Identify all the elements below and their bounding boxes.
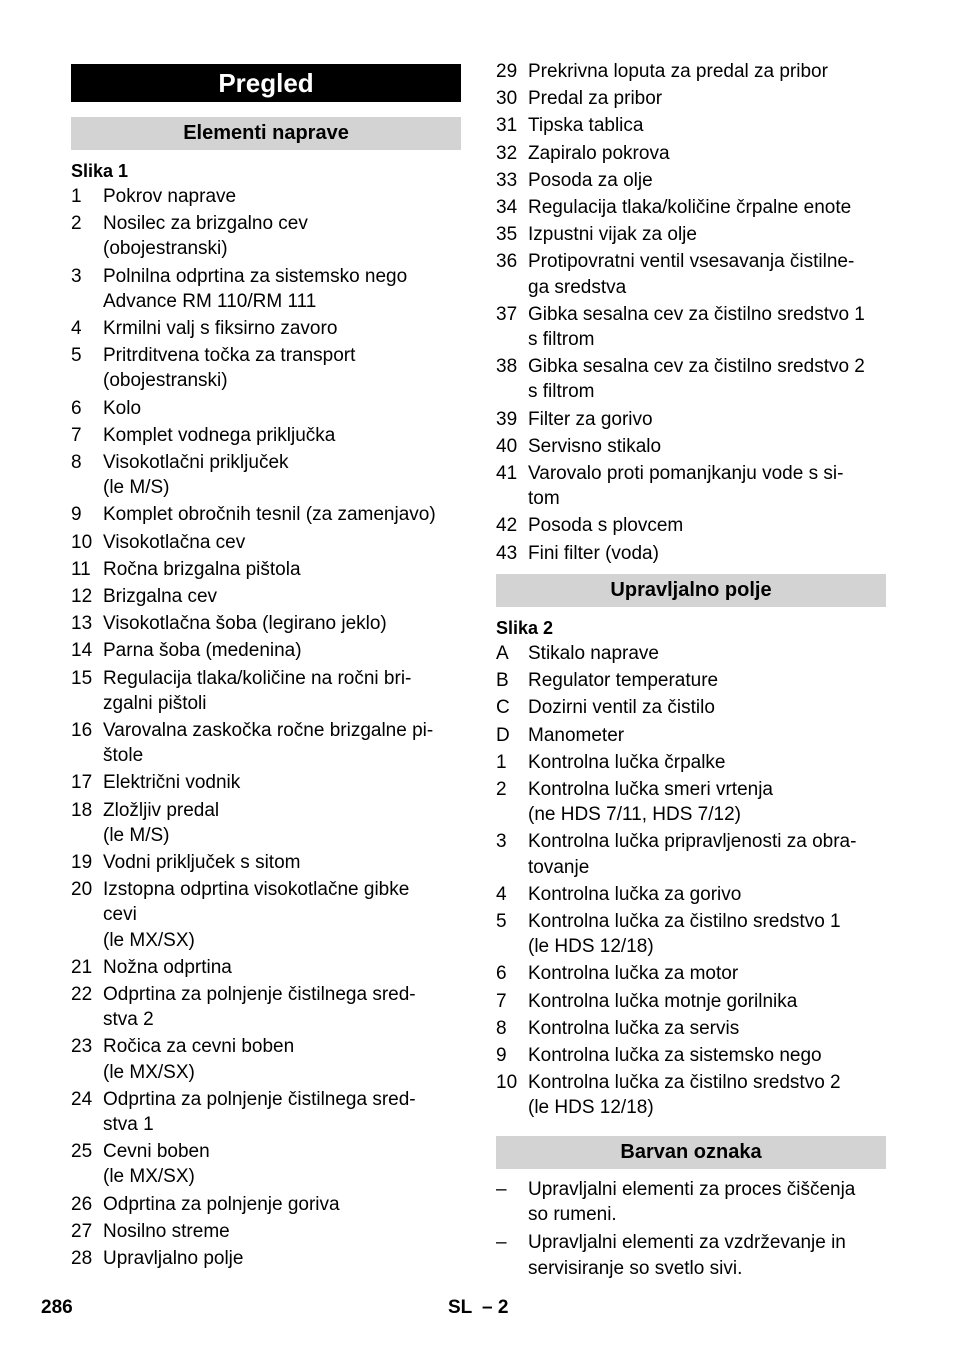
list-item-line: so rumeni. <box>528 1204 617 1226</box>
list-item-line: Varovalo proti pomanjkanju vode s si- <box>528 463 844 484</box>
list-item-number: 3 <box>496 831 507 853</box>
list-item-line: Regulacija tlaka/količine na ročni bri- <box>103 667 412 689</box>
list-item-number: 26 <box>71 1193 93 1215</box>
list-item-line: Ročica za cevni boben <box>103 1036 295 1058</box>
list-item-number: 31 <box>496 115 518 137</box>
list-item-number: 7 <box>496 990 507 1012</box>
list-item-text <box>528 750 888 775</box>
list-item-text <box>528 695 888 720</box>
list-item-line: (le M/S) <box>103 824 170 846</box>
list-item-text <box>103 530 463 555</box>
list-item-number: 4 <box>496 883 507 905</box>
list-item-line: Gibka sesalna cev za čistilno sredstvo 2 <box>528 356 865 378</box>
list-item-line: štole <box>103 745 144 767</box>
list-item-line: Ročna brizgalna pištola <box>103 558 301 580</box>
list-item-line: servisiranje so svetlo sivi. <box>528 1257 743 1279</box>
list-item-line: Odprtina za polnjenje goriva <box>103 1193 340 1215</box>
list-item-line: Nožna odprtina <box>103 956 232 978</box>
list-item-number: 10 <box>71 531 93 553</box>
list-item-line: Kontrolna lučka črpalke <box>528 751 726 773</box>
list-item-text <box>528 249 888 299</box>
list-item-line: (le MX/SX) <box>103 1061 195 1083</box>
list-item-number: 8 <box>496 1017 507 1039</box>
list-item-line: Nosilec za brizgalno cev <box>103 213 308 235</box>
list-item-text <box>528 302 888 352</box>
list-item-line: Upravljalni elementi za vzdrževanje in <box>528 1232 846 1254</box>
list-item-text <box>103 850 463 875</box>
list-item-number: 13 <box>71 613 93 635</box>
list-item-line: Stikalo naprave <box>528 643 659 664</box>
list-item-line: Pritrditvena točka za transport <box>103 345 356 367</box>
list-item-text <box>103 557 463 582</box>
list-item-text <box>103 316 463 341</box>
list-item-number: 5 <box>71 345 82 367</box>
list-item-line: (le M/S) <box>103 477 170 499</box>
list-item-number: 34 <box>496 197 518 218</box>
list-item-text <box>528 1016 888 1041</box>
list-item-text <box>528 1230 888 1280</box>
list-item-text <box>528 513 888 538</box>
list-item-text <box>103 450 463 500</box>
list-item-number: 5 <box>496 911 507 932</box>
list-item-number: 35 <box>496 224 518 246</box>
list-item-text <box>103 1139 463 1189</box>
list-item-number: 24 <box>71 1088 93 1110</box>
list-item-number: 19 <box>71 852 93 873</box>
list-item-number: 14 <box>71 640 93 662</box>
list-item-text <box>528 641 888 666</box>
list-item-line: Kontrolna lučka pripravljenosti za obra- <box>528 831 857 853</box>
list-item-line: Zapiralo pokrova <box>528 142 670 164</box>
list-item-line: Zložljiv predal <box>103 799 220 821</box>
list-item-text <box>528 461 888 511</box>
list-item-text <box>528 195 888 220</box>
list-item-number: 10 <box>496 1072 518 1094</box>
list-item-line: Kontrolna lučka za čistilno sredstvo 2 <box>528 1072 841 1094</box>
list-item-text <box>103 184 463 209</box>
list-item-number: 25 <box>71 1141 93 1163</box>
list-item-line: Visokotlačna šoba (legirano jeklo) <box>103 613 387 635</box>
list-item-line: Regulacija tlaka/količine črpalne enote <box>528 197 852 218</box>
list-item-text <box>528 222 888 247</box>
list-item-number: 33 <box>496 169 518 191</box>
list-item-line: (le HDS 12/18) <box>528 1097 654 1119</box>
list-item-text <box>528 434 888 459</box>
language-code: SL <box>448 1297 473 1318</box>
list-item-text <box>528 668 888 693</box>
list-item-line: Filter za gorivo <box>528 408 653 430</box>
list-item-number: 6 <box>496 963 507 985</box>
list-item-line: tom <box>528 488 560 510</box>
list-item-line: Prekrivna loputa za predal za pribor <box>528 61 828 82</box>
list-item-line: Izstopna odprtina visokotlačne gibke <box>103 879 410 901</box>
list-item-line: s filtrom <box>528 381 595 403</box>
list-item-text <box>528 1043 888 1068</box>
list-item-text <box>103 638 463 663</box>
list-item-text <box>528 354 888 404</box>
list-item-line: Predal za pribor <box>528 88 663 110</box>
list-item-line: Advance RM 110/RM 111 <box>103 290 317 312</box>
list-item-number: 1 <box>71 186 82 207</box>
list-item-line: Nosilno streme <box>103 1220 230 1242</box>
list-item-line: Posoda s plovcem <box>528 515 684 537</box>
list-item-text <box>103 877 463 953</box>
list-item-number: D <box>496 724 510 746</box>
list-item-number: 27 <box>71 1220 93 1242</box>
list-item-line: Električni vodnik <box>103 772 241 794</box>
list-item-number: A <box>496 643 509 664</box>
list-item-line: Kontrolna lučka za servis <box>528 1017 740 1039</box>
list-item-line: stva 1 <box>103 1113 154 1135</box>
list-item-line: Brizgalna cev <box>103 586 218 607</box>
list-item-line: (obojestranski) <box>103 238 228 260</box>
list-item-line: Kontrolna lučka za čistilno sredstvo 1 <box>528 911 841 932</box>
list-item-line: Kontrolna lučka za sistemsko nego <box>528 1045 822 1066</box>
list-item-text <box>528 882 888 907</box>
list-item-line: (ne HDS 7/11, HDS 7/12) <box>528 804 741 826</box>
page-title: Pregled <box>71 64 461 102</box>
section-heading-panel: Upravljalno polje <box>496 574 886 607</box>
list-item-text <box>103 502 463 527</box>
list-item-number: 43 <box>496 542 518 564</box>
list-item-line: cevi <box>103 904 137 926</box>
list-item-number: 6 <box>71 397 82 419</box>
section-heading-devices: Elementi naprave <box>71 117 461 150</box>
list-item-line: Krmilni valj s fiksirno zavoro <box>103 318 338 339</box>
list-item-number: 41 <box>496 463 518 484</box>
list-item-line: Protipovratni ventil vsesavanja čistilne- <box>528 251 855 273</box>
list-item-line: Cevni boben <box>103 1141 210 1163</box>
list-item-line: Manometer <box>528 724 625 746</box>
list-item-number: 42 <box>496 515 518 537</box>
list-item-number: 38 <box>496 356 518 378</box>
list-item-number: 36 <box>496 251 518 273</box>
list-item-line: Pokrov naprave <box>103 186 237 207</box>
list-item-line: Komplet obročnih tesnil (za zamenjavo) <box>103 504 436 526</box>
list-item-line: zgalni pištoli <box>103 692 207 714</box>
list-item-text <box>103 211 463 261</box>
list-item-text <box>103 955 463 980</box>
list-item-number: 9 <box>71 504 82 526</box>
list-item-line: Kontrolna lučka smeri vrtenja <box>528 779 773 800</box>
list-item-number: C <box>496 697 510 719</box>
list-item-text <box>103 770 463 795</box>
list-item-number: 8 <box>71 452 82 473</box>
list-item-number: 2 <box>71 213 82 235</box>
page-number: 286 <box>41 1297 73 1318</box>
list-item-text <box>528 909 888 959</box>
list-item-text <box>528 59 888 84</box>
list-item-number: 39 <box>496 408 518 430</box>
list-item-line: Kontrolna lučka motnje gorilnika <box>528 990 798 1012</box>
list-item-text <box>103 611 463 636</box>
list-item-number: 32 <box>496 142 518 164</box>
list-item-text <box>528 961 888 986</box>
list-item-line: Komplet vodnega priključka <box>103 424 336 446</box>
list-item-number: 1 <box>496 751 507 773</box>
list-item-text <box>528 541 888 566</box>
list-item-text <box>103 396 463 421</box>
list-item-line: Regulator temperature <box>528 670 719 692</box>
list-item-line: Kontrolna lučka za motor <box>528 963 739 985</box>
list-item-number: 40 <box>496 435 518 457</box>
list-item-text <box>103 1192 463 1217</box>
list-item-number: 17 <box>71 772 93 794</box>
list-item-line: (obojestranski) <box>103 370 228 392</box>
list-item-line: Odprtina za polnjenje čistilnega sred- <box>103 984 416 1005</box>
list-item-line: Servisno stikalo <box>528 435 662 457</box>
list-item-line: s filtrom <box>528 328 595 350</box>
list-item-text <box>103 718 463 768</box>
list-item-number: 2 <box>496 779 507 800</box>
list-item-number: 20 <box>71 879 93 901</box>
list-item-number: 3 <box>71 265 82 287</box>
list-item-number: 15 <box>71 667 93 689</box>
list-item-text <box>528 829 888 879</box>
list-item-number: 9 <box>496 1045 507 1066</box>
list-item-text <box>528 407 888 432</box>
list-item-line: Fini filter (voda) <box>528 542 659 564</box>
list-item-number: 37 <box>496 303 518 325</box>
list-item-text <box>528 1177 888 1227</box>
list-item-number: 7 <box>71 424 82 446</box>
list-item-line: (le MX/SX) <box>103 1166 195 1188</box>
list-item-text <box>103 1219 463 1244</box>
list-item-number: 4 <box>71 318 82 339</box>
list-item-number: 22 <box>71 984 93 1005</box>
list-item-text <box>103 423 463 448</box>
list-item-line: tovanje <box>528 856 590 878</box>
list-item-text <box>528 777 888 827</box>
list-item-text <box>103 343 463 393</box>
list-item-text <box>528 86 888 111</box>
list-item-number: – <box>496 1179 507 1200</box>
list-item-text <box>528 723 888 748</box>
list-item-line: Dozirni ventil za čistilo <box>528 697 715 719</box>
section-heading-color: Barvan oznaka <box>496 1136 886 1169</box>
section-index: – 2 <box>482 1297 509 1318</box>
list-item-text <box>103 666 463 716</box>
figure-label-2: Slika 2 <box>496 618 554 638</box>
list-item-text <box>103 584 463 609</box>
list-item-line: Posoda za olje <box>528 169 653 191</box>
list-item-text <box>103 798 463 848</box>
list-item-line: Tipska tablica <box>528 115 644 137</box>
list-item-number: – <box>496 1232 507 1254</box>
list-item-text <box>528 113 888 138</box>
list-item-text <box>103 1087 463 1137</box>
list-item-text <box>103 982 463 1032</box>
list-item-text <box>528 168 888 193</box>
list-item-number: 28 <box>71 1248 93 1269</box>
list-item-text <box>528 1070 888 1120</box>
list-item-number: B <box>496 670 509 692</box>
list-item-number: 29 <box>496 61 518 82</box>
list-item-number: 21 <box>71 956 93 978</box>
list-item-line: Vodni priključek s sitom <box>103 852 301 873</box>
list-item-line: Varovalna zaskočka ročne brizgalne pi- <box>103 720 434 741</box>
list-item-text <box>103 264 463 314</box>
list-item-text <box>103 1034 463 1084</box>
list-item-line: Polnilna odprtina za sistemsko nego <box>103 265 408 287</box>
list-item-text <box>103 1246 463 1271</box>
list-item-number: 11 <box>71 558 91 580</box>
list-item-line: Izpustni vijak za olje <box>528 224 697 246</box>
list-item-line: Visokotlačna cev <box>103 531 246 553</box>
list-item-number: 30 <box>496 88 518 110</box>
list-item-line: Kontrolna lučka za gorivo <box>528 883 742 905</box>
list-item-text <box>528 141 888 166</box>
list-item-line: Gibka sesalna cev za čistilno sredstvo 1 <box>528 303 865 325</box>
list-item-line: Upravljalni elementi za proces čiščenja <box>528 1179 856 1200</box>
list-item-line: (le HDS 12/18) <box>528 936 654 958</box>
list-item-number: 12 <box>71 586 93 607</box>
list-item-number: 23 <box>71 1036 93 1058</box>
list-item-line: (le MX/SX) <box>103 929 195 951</box>
list-item-line: ga sredstva <box>528 276 627 298</box>
list-item-line: Odprtina za polnjenje čistilnega sred- <box>103 1088 416 1110</box>
list-item-line: stva 2 <box>103 1009 154 1031</box>
list-item-line: Upravljalno polje <box>103 1248 244 1269</box>
list-item-number: 16 <box>71 720 93 741</box>
list-item-line: Parna šoba (medenina) <box>103 640 302 662</box>
list-item-line: Kolo <box>103 397 142 419</box>
list-item-line: Visokotlačni priključek <box>103 452 289 473</box>
figure-label-1: Slika 1 <box>71 161 129 181</box>
list-item-number: 18 <box>71 799 93 821</box>
list-item-text <box>528 989 888 1014</box>
